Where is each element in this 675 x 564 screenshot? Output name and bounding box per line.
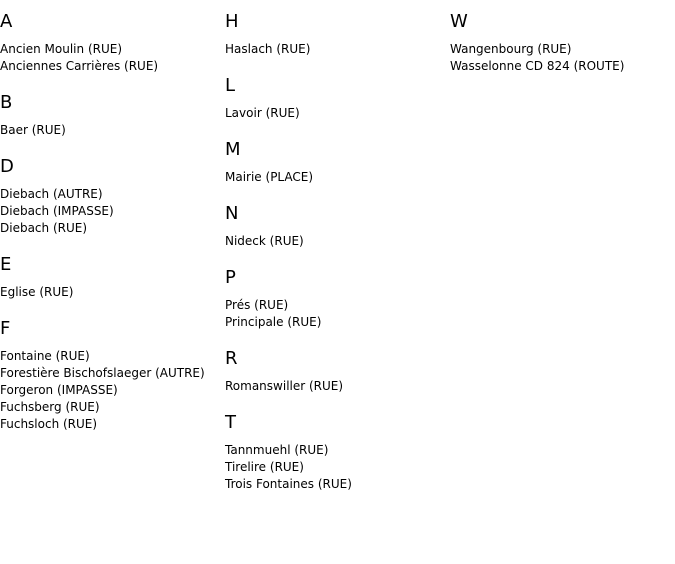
street-link[interactable]: Fuchsberg (RUE) <box>0 400 100 414</box>
index-letter-heading: D <box>0 156 14 177</box>
street-link[interactable]: Diebach (AUTRE) <box>0 187 103 201</box>
street-link[interactable]: Lavoir (RUE) <box>225 106 300 120</box>
index-letter-heading: F <box>0 318 11 339</box>
index-letter-heading: L <box>225 75 236 96</box>
letter-group <box>0 92 225 139</box>
index-letter-heading: N <box>225 203 239 224</box>
index-letter-heading: A <box>0 11 13 32</box>
street-link[interactable]: Diebach (IMPASSE) <box>0 204 114 218</box>
letter-group <box>0 318 225 433</box>
street-column <box>0 11 225 450</box>
street-link[interactable]: Nideck (RUE) <box>225 234 304 248</box>
letter-group <box>0 254 225 301</box>
index-letter-heading: R <box>225 348 238 369</box>
street-link[interactable]: Fontaine (RUE) <box>0 349 90 363</box>
street-link[interactable]: Tannmuehl (RUE) <box>225 443 329 457</box>
street-link[interactable]: Diebach (RUE) <box>0 221 88 235</box>
street-link[interactable]: Haslach (RUE) <box>225 42 311 56</box>
street-link[interactable]: Anciennes Carrières (RUE) <box>0 59 159 73</box>
letter-group <box>225 75 450 122</box>
index-letter-heading: T <box>225 412 236 433</box>
street-link[interactable]: Wangenbourg (RUE) <box>450 42 572 56</box>
index-letter-heading: M <box>225 139 241 160</box>
street-link[interactable]: Mairie (PLACE) <box>225 170 314 184</box>
street-link[interactable]: Principale (RUE) <box>225 315 322 329</box>
index-letter-heading: B <box>0 92 13 113</box>
street-link[interactable]: Fuchsloch (RUE) <box>0 417 98 431</box>
street-link[interactable]: Trois Fontaines (RUE) <box>225 477 352 491</box>
index-letter-heading: W <box>450 11 468 32</box>
street-column <box>450 11 675 92</box>
street-link[interactable]: Prés (RUE) <box>225 298 289 312</box>
index-letter-heading: P <box>225 267 236 288</box>
index-letter-heading: H <box>225 11 239 32</box>
letter-group <box>225 412 450 493</box>
street-column <box>225 11 450 510</box>
letter-group <box>225 348 450 395</box>
letter-group <box>225 139 450 186</box>
street-link[interactable]: Ancien Moulin (RUE) <box>0 42 123 56</box>
letter-group <box>225 11 450 58</box>
letter-group <box>225 203 450 250</box>
index-letter-heading: E <box>0 254 12 275</box>
street-link[interactable]: Wasselonne CD 824 (ROUTE) <box>450 59 625 73</box>
street-link[interactable]: Tirelire (RUE) <box>225 460 304 474</box>
letter-group <box>0 11 225 75</box>
street-link[interactable]: Eglise (RUE) <box>0 285 74 299</box>
street-link[interactable]: Forestière Bischofslaeger (AUTRE) <box>0 366 205 380</box>
letter-group <box>450 11 675 75</box>
letter-group <box>225 267 450 331</box>
letter-group <box>0 156 225 237</box>
street-link[interactable]: Baer (RUE) <box>0 123 66 137</box>
street-link[interactable]: Romanswiller (RUE) <box>225 379 344 393</box>
street-link[interactable]: Forgeron (IMPASSE) <box>0 383 118 397</box>
